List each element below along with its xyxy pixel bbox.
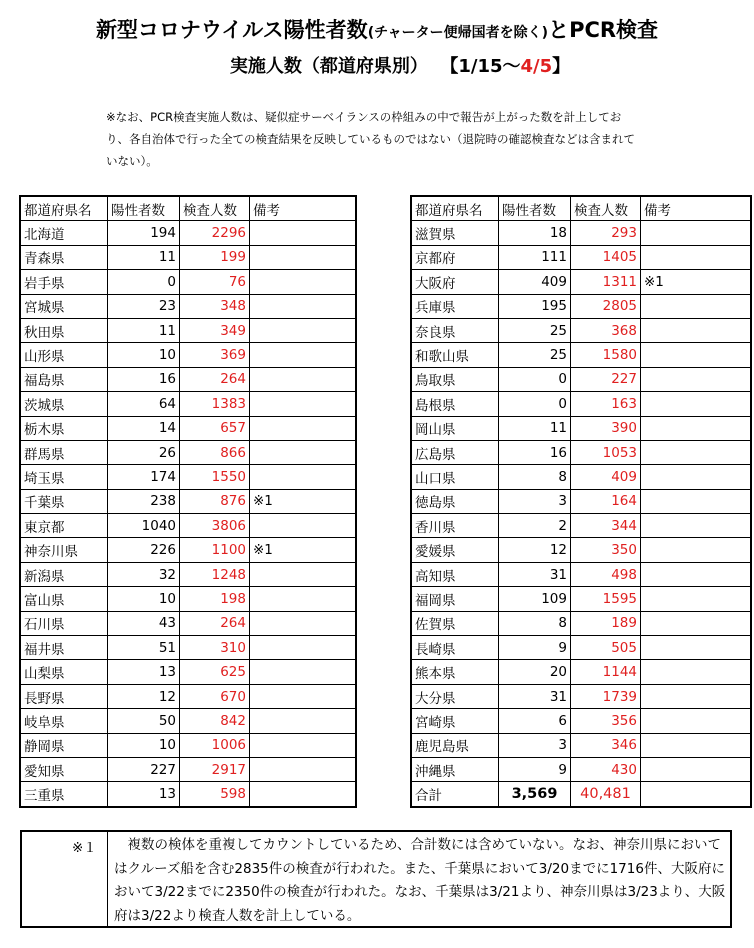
test-count: 350 [571,538,641,562]
positive-count: 238 [108,489,180,513]
prefecture-name: 愛媛県 [411,538,499,562]
prefecture-name: 福岡県 [411,587,499,611]
remark [250,416,357,440]
prefecture-name: 静岡県 [20,733,108,757]
prefecture-name: 島根県 [411,392,499,416]
remark [250,392,357,416]
table-row [20,221,356,245]
positive-count: 13 [108,782,180,807]
test-count: 264 [180,367,250,391]
positive-count: 0 [499,392,571,416]
prefecture-name: 山形県 [20,343,108,367]
table-row [20,709,356,733]
prefecture-name: 青森県 [20,245,108,269]
table-row [20,489,356,513]
positive-count: 25 [499,343,571,367]
prefecture-name: 栃木県 [20,416,108,440]
positive-count: 32 [108,562,180,586]
subtitle-main: 実施人数（都道府県別） [229,56,428,77]
table-row [411,684,751,708]
table-row [411,392,751,416]
prefecture-name: 宮城県 [20,294,108,318]
table-row [20,294,356,318]
footnote-divider [107,832,108,926]
prefecture-name: 広島県 [411,440,499,464]
positive-count: 8 [499,611,571,635]
remark [250,636,357,660]
positive-count: 51 [108,636,180,660]
test-count: 390 [571,416,641,440]
remark [641,587,752,611]
table-row [20,757,356,781]
test-count: 264 [180,611,250,635]
test-count: 1405 [571,245,641,269]
table-row [20,392,356,416]
table-row [20,562,356,586]
positive-count: 11 [108,318,180,342]
remark [641,611,752,635]
table-row [20,514,356,538]
prefecture-name: 徳島県 [411,489,499,513]
range-end: 4/5 [520,56,553,77]
test-count: 430 [571,757,641,781]
remark [250,270,357,294]
table-row [411,757,751,781]
test-count: 344 [571,514,641,538]
test-count: 1311 [571,270,641,294]
prefecture-name: 愛知県 [20,757,108,781]
page-title [0,14,754,44]
remark: ※1 [250,489,357,513]
remark [641,660,752,684]
test-count: 2917 [180,757,250,781]
test-count: 293 [571,221,641,245]
positive-count: 64 [108,392,180,416]
remark [641,440,752,464]
column-header: 備考 [641,196,752,221]
positive-count: 174 [108,465,180,489]
positive-count: 227 [108,757,180,781]
test-count: 198 [180,587,250,611]
test-count: 2805 [571,294,641,318]
range-start: 【1/15～ [440,56,521,77]
positive-count: 10 [108,733,180,757]
test-count: 842 [180,709,250,733]
test-count: 164 [571,489,641,513]
remark [641,709,752,733]
test-count: 1550 [180,465,250,489]
test-count: 369 [180,343,250,367]
table-row [411,611,751,635]
remark [641,294,752,318]
remark: ※1 [641,270,752,294]
title-paren: (チャーター便帰国者を除く) [367,25,549,41]
positive-count: 12 [499,538,571,562]
test-count: 409 [571,465,641,489]
table-row [20,440,356,464]
column-header: 陽性者数 [499,196,571,221]
remark [250,514,357,538]
table-row [411,660,751,684]
table-row [20,660,356,684]
footnote-box [20,830,732,928]
range-close: 】 [552,56,571,77]
test-count: 1100 [180,538,250,562]
positive-count: 26 [108,440,180,464]
remark [250,733,357,757]
prefecture-name: 東京都 [20,514,108,538]
table-row [411,587,751,611]
positive-count: 0 [108,270,180,294]
test-count: 2296 [180,221,250,245]
prefecture-name: 茨城県 [20,392,108,416]
prefecture-name: 埼玉県 [20,465,108,489]
remark [641,416,752,440]
remark [250,611,357,635]
prefecture-name: 滋賀県 [411,221,499,245]
table-row [411,733,751,757]
prefecture-name: 北海道 [20,221,108,245]
total-positive: 3,569 [499,782,571,807]
table-row [20,611,356,635]
test-count: 670 [180,684,250,708]
test-count: 657 [180,416,250,440]
test-count: 310 [180,636,250,660]
table-row [20,343,356,367]
test-count: 227 [571,367,641,391]
positive-count: 20 [499,660,571,684]
remark [641,221,752,245]
prefecture-name: 山口県 [411,465,499,489]
prefecture-name: 大分県 [411,684,499,708]
table-header-row [411,196,751,221]
table-row [20,538,356,562]
column-header: 検査人数 [571,196,641,221]
prefecture-name: 長野県 [20,684,108,708]
positive-count: 13 [108,660,180,684]
test-count: 498 [571,562,641,586]
test-count: 1006 [180,733,250,757]
remark [641,733,752,757]
right-table [410,195,752,808]
prefecture-name: 群馬県 [20,440,108,464]
remark: ※1 [250,538,357,562]
table-row [20,367,356,391]
title-main: 新型コロナウイルス陽性者数 [95,18,368,42]
prefecture-name: 福井県 [20,636,108,660]
footnote-mark: ※１ [72,840,97,856]
remark [250,709,357,733]
prefecture-name: 大阪府 [411,270,499,294]
table-row [20,684,356,708]
test-count: 866 [180,440,250,464]
table-row [411,318,751,342]
positive-count: 9 [499,636,571,660]
remark [641,392,752,416]
remark [641,245,752,269]
positive-count: 31 [499,684,571,708]
test-count: 189 [571,611,641,635]
table-row [411,709,751,733]
test-count: 1248 [180,562,250,586]
table-row [411,562,751,586]
prefecture-name: 香川県 [411,514,499,538]
remark [250,465,357,489]
column-header: 陽性者数 [108,196,180,221]
prefecture-name: 神奈川県 [20,538,108,562]
remark [641,684,752,708]
positive-count: 11 [499,416,571,440]
positive-count: 6 [499,709,571,733]
remark [641,757,752,781]
positive-count: 226 [108,538,180,562]
remark [250,660,357,684]
total-row [411,782,751,807]
table-row [20,318,356,342]
remark [250,587,357,611]
prefecture-name: 鹿児島県 [411,733,499,757]
prefecture-name: 佐賀県 [411,611,499,635]
test-count: 1383 [180,392,250,416]
test-count: 199 [180,245,250,269]
remark [250,440,357,464]
positive-count: 1040 [108,514,180,538]
positive-count: 3 [499,489,571,513]
positive-count: 8 [499,465,571,489]
total-remark [641,782,752,807]
table-row [411,416,751,440]
prefecture-name: 岐阜県 [20,709,108,733]
remark [641,465,752,489]
table-row [20,636,356,660]
positive-count: 14 [108,416,180,440]
prefecture-name: 富山県 [20,587,108,611]
table-row [411,270,751,294]
remark [250,562,357,586]
test-count: 876 [180,489,250,513]
test-count: 505 [571,636,641,660]
remark [250,782,357,807]
table-row [20,465,356,489]
page-subtitle [120,52,680,78]
table-header-row [20,196,356,221]
table-row [411,538,751,562]
prefecture-name: 新潟県 [20,562,108,586]
remark [250,757,357,781]
positive-count: 195 [499,294,571,318]
positive-count: 409 [499,270,571,294]
remark [641,489,752,513]
total-tests: 40,481 [571,782,641,807]
test-count: 76 [180,270,250,294]
prefecture-name: 兵庫県 [411,294,499,318]
positive-count: 109 [499,587,571,611]
table-row [411,465,751,489]
test-count: 356 [571,709,641,733]
positive-count: 31 [499,562,571,586]
prefecture-name: 山梨県 [20,660,108,684]
test-count: 1144 [571,660,641,684]
table-row [20,270,356,294]
table-row [411,367,751,391]
positive-count: 194 [108,221,180,245]
test-count: 348 [180,294,250,318]
positive-count: 43 [108,611,180,635]
prefecture-name: 秋田県 [20,318,108,342]
remark [250,294,357,318]
prefecture-name: 千葉県 [20,489,108,513]
prefecture-name: 京都府 [411,245,499,269]
prefecture-name: 沖縄県 [411,757,499,781]
prefecture-name: 鳥取県 [411,367,499,391]
column-header: 都道府県名 [20,196,108,221]
positive-count: 0 [499,367,571,391]
test-count: 1595 [571,587,641,611]
remark [641,562,752,586]
table-row [411,245,751,269]
remark [250,684,357,708]
column-header: 検査人数 [180,196,250,221]
test-count: 3806 [180,514,250,538]
column-header: 都道府県名 [411,196,499,221]
remark [641,367,752,391]
title-tail: とPCR検査 [548,18,659,42]
positive-count: 25 [499,318,571,342]
test-count: 1580 [571,343,641,367]
positive-count: 9 [499,757,571,781]
prefecture-name: 福島県 [20,367,108,391]
positive-count: 111 [499,245,571,269]
total-label: 合計 [411,782,499,807]
test-count: 163 [571,392,641,416]
test-count: 346 [571,733,641,757]
positive-count: 2 [499,514,571,538]
prefecture-name: 和歌山県 [411,343,499,367]
test-count: 368 [571,318,641,342]
prefecture-name: 岩手県 [20,270,108,294]
table-row [20,587,356,611]
positive-count: 10 [108,587,180,611]
table-row [411,221,751,245]
left-table [19,195,357,808]
test-count: 349 [180,318,250,342]
positive-count: 16 [499,440,571,464]
positive-count: 10 [108,343,180,367]
prefecture-name: 熊本県 [411,660,499,684]
test-count: 1053 [571,440,641,464]
prefecture-name: 奈良県 [411,318,499,342]
remark [250,245,357,269]
remark [250,343,357,367]
table-row [411,343,751,367]
column-header: 備考 [250,196,357,221]
table-row [411,489,751,513]
test-count: 625 [180,660,250,684]
table-row [411,636,751,660]
remark [641,636,752,660]
positive-count: 16 [108,367,180,391]
prefecture-name: 三重県 [20,782,108,807]
remark [250,367,357,391]
table-row [20,782,356,807]
table-row [411,294,751,318]
footnote-text: 複数の検体を重複してカウントしているため、合計数には含めていない。なお、神奈川県においてはクルーズ船を含む2835件の検査が行われた。また、千葉県において3/20までに1716件、大阪府において3/22までに2350件の検査が行われた。なお、千葉県は3/21より、神奈川県は3/23より、大阪府は3/22より検査人数を計上している。 [114,837,726,924]
remark [641,538,752,562]
test-count: 1739 [571,684,641,708]
test-count: 598 [180,782,250,807]
table-row [20,245,356,269]
note-text: ※なお、PCR検査実施人数は、疑似症サーベイランスの枠組みの中で報告が上がった数を計上しており、各自治体で行った全ての検査結果を反映しているものではない（退院時の確認検査などは含まれていない）。 [106,110,635,168]
positive-count: 3 [499,733,571,757]
positive-count: 11 [108,245,180,269]
remark [641,318,752,342]
remark [641,343,752,367]
prefecture-name: 高知県 [411,562,499,586]
prefecture-name: 長崎県 [411,636,499,660]
positive-count: 12 [108,684,180,708]
table-row [411,440,751,464]
remark [250,221,357,245]
table-row [411,514,751,538]
table-row [20,733,356,757]
positive-count: 23 [108,294,180,318]
table-row [20,416,356,440]
remark [250,318,357,342]
prefecture-name: 宮崎県 [411,709,499,733]
positive-count: 50 [108,709,180,733]
positive-count: 18 [499,221,571,245]
remark [641,514,752,538]
prefecture-name: 岡山県 [411,416,499,440]
prefecture-name: 石川県 [20,611,108,635]
